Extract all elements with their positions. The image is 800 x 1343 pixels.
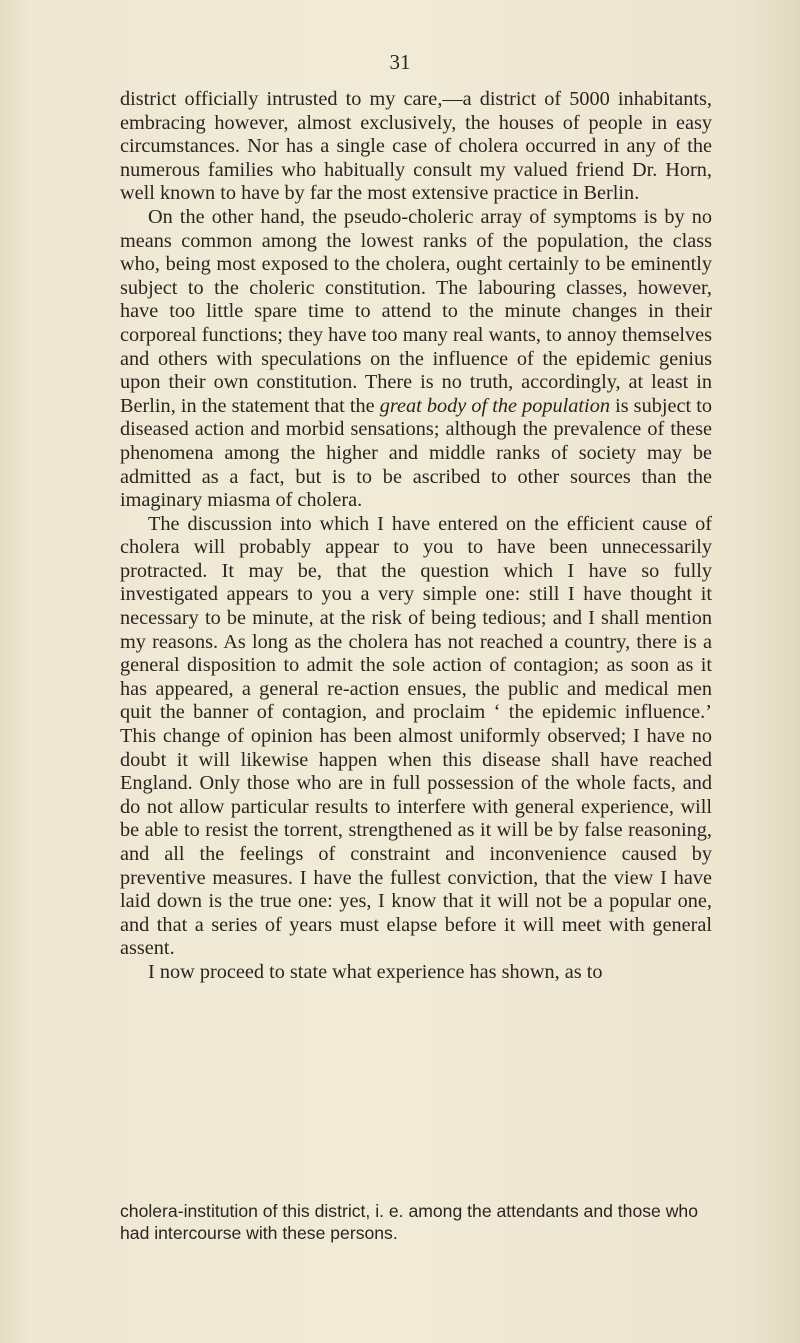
body-text [120,88,712,985]
paragraph-4 [120,961,712,985]
footnote [120,1200,712,1244]
footnote-text: cholera-institution of this district, i. e. among the attendants and those who had intercourse with these persons. [120,1201,698,1243]
text-run: is subject to diseased action and morbid sensations; although the prevalence of these phenomena among the higher and middle ranks of society may be admitted as a fact, but is to be ascribed to other sources than the imaginary miasma of cholera. [120,394,712,512]
text-run: I now proceed to state what experience has shown, as to [148,960,603,983]
text-run: The discussion into which I have entered on the efficient cause of cholera will probably appear to you to have been unnecessarily protracted. It may be, that the question which I have so fully investigated appears to you a very simple one: still I have thought it necessary to be minute, at the risk of being tedious; and I shall mention my reasons. As long as the cholera has not reached a country, there is a general disposition to admit the sole action of contagion; as soon as it has appeared, a general re-action ensues, the public and medical men quit the banner of contagion, and proclaim ‘ the epidemic influence.’ This change of opinion has been almost uniformly observed; I have no doubt it will likewise happen when this disease shall have reached England. Only those who are in full possession of the whole facts, and do not allow particular results to interfere with general experience, will be able to resist the torrent, strengthened as it will be by false reasoning, and all the feelings of constraint and inconvenience caused by preventive measures. I have the fullest conviction, that the view I have laid down is the true one: yes, I know that it will not be a popular one, and that a series of years must elapse before it will meet with general assent. [120,512,712,960]
text-run: On the other hand, the pseudo-choleric array of symptoms is by no means common among the lowest ranks of the population, the class who, being most exposed to the cholera, ought certainly to be eminently subject to the choleric constitution. The labouring classes, however, have too little spare time to attend to the minute changes in their corporeal functions; they have too many real wants, to annoy themselves and others with speculations on the influence of the epidemic genius upon their own constitution. There is no truth, accordingly, at least in Berlin, in the statement that the [120,205,712,417]
paragraph-1 [120,88,712,206]
paragraph-2 [120,206,712,513]
paragraph-3 [120,513,712,961]
italic-text: great body of the population [379,394,610,417]
text-run: district officially intrusted to my care,—a district of 5000 inhabitants, embracing however, almost exclusively, the houses of people in easy circumstances. Nor has a single case of cholera occurred in any of the numerous families who habitually consult my valued friend Dr. Horn, well known to have by far the most extensive practice in Berlin. [120,88,712,205]
page-number: 31 [389,50,411,74]
